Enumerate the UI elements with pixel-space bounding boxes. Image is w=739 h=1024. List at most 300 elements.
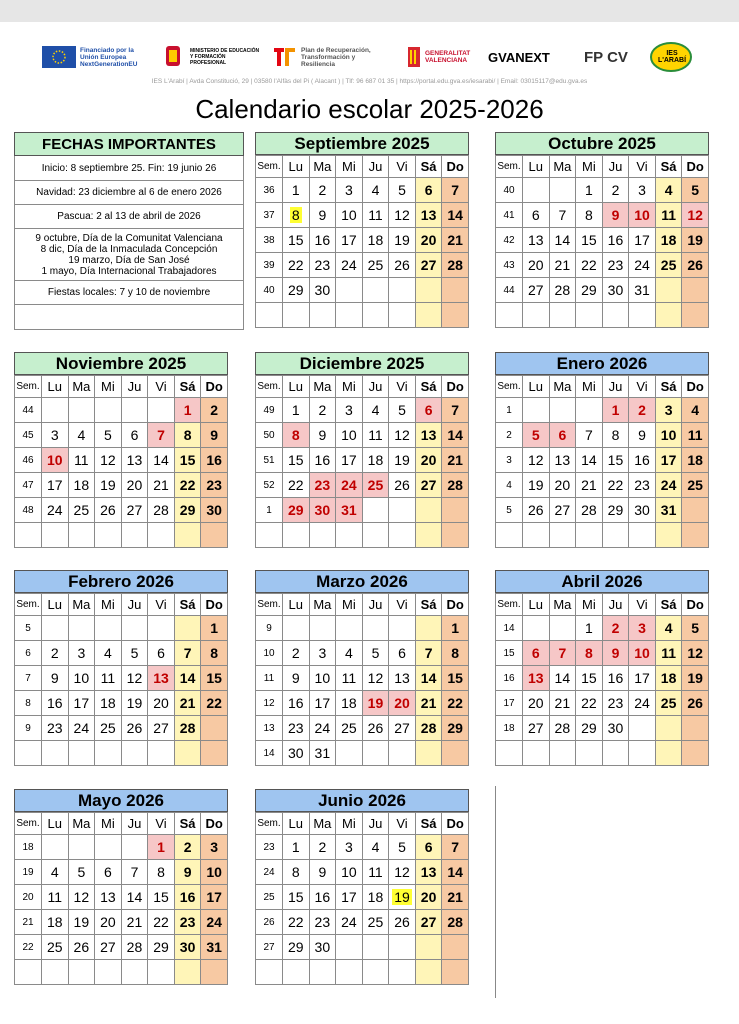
week-number: 48 [15,498,42,523]
weekday-header-row [496,376,709,398]
day-cell [174,741,201,766]
week-number [256,303,283,328]
week-row [256,228,469,253]
day-cell: 21 [442,448,469,473]
day-cell: 13 [121,448,148,473]
week-row [256,835,469,860]
day-cell: 12 [95,448,122,473]
day-cell: 19 [68,910,95,935]
week-row [15,398,228,423]
page-title: Calendario escolar 2025-2026 [195,94,544,124]
month-title: Marzo 2026 [255,570,469,593]
day-cell: 8 [283,860,310,885]
weekday-header: Lu [42,594,69,616]
day-cell: 23 [309,910,336,935]
day-cell [42,835,69,860]
month-calendar [14,789,228,985]
day-cell [121,741,148,766]
week-number: 27 [256,935,283,960]
day-cell: 16 [174,885,201,910]
weekday-header-row [15,594,228,616]
day-cell: 24 [309,716,336,741]
day-cell: 9 [309,423,336,448]
week-number: 44 [496,278,523,303]
day-cell: 9 [283,666,310,691]
logo-strip [40,40,700,74]
day-cell: 30 [602,278,629,303]
weekday-header: Vi [148,376,175,398]
week-number: 1 [496,398,523,423]
weekday-header: Vi [389,156,416,178]
weekday-header: Ma [309,813,336,835]
day-cell [121,398,148,423]
day-cell: 4 [362,178,389,203]
day-cell [148,960,175,985]
week-number: 10 [256,641,283,666]
week-number: 36 [256,178,283,203]
day-cell [174,616,201,641]
day-cell: 22 [283,253,310,278]
day-cell: 19 [389,228,416,253]
day-cell [576,741,603,766]
weekday-header: Vi [629,594,656,616]
weekday-header: Mi [336,376,363,398]
day-cell: 25 [95,716,122,741]
day-cell: 10 [309,666,336,691]
day-cell [121,616,148,641]
day-cell [655,523,682,548]
day-cell: 2 [602,616,629,641]
day-cell [629,716,656,741]
day-cell: 6 [415,398,442,423]
weekday-header: Vi [148,813,175,835]
week-number: 46 [15,448,42,473]
week-number: 40 [496,178,523,203]
day-cell: 10 [336,860,363,885]
week-row [496,473,709,498]
day-cell: 20 [415,448,442,473]
day-cell [415,960,442,985]
week-number: 45 [15,423,42,448]
day-cell: 5 [68,860,95,885]
day-cell: 6 [121,423,148,448]
day-cell: 14 [174,666,201,691]
weekday-header: Ju [602,376,629,398]
day-cell: 13 [148,666,175,691]
month-calendar [495,352,709,548]
week-row [256,498,469,523]
day-cell: 31 [201,935,228,960]
day-cell: 11 [362,860,389,885]
day-cell [336,741,363,766]
coat-of-arms-icon [160,42,186,72]
day-cell: 3 [655,398,682,423]
day-cell [336,303,363,328]
week-row [15,885,228,910]
day-cell: 30 [309,498,336,523]
week-row [15,473,228,498]
school-info: IES L'Arabí | Avda Constitució, 29 | 03580 l'Alfàs del Pi ( Alacant ) | Tlf: 96 687 01 35 | https://portal.edu.gva.es/iesarabi/ | Email: 03015117@edu.gva.es [151,78,588,85]
day-cell [389,303,416,328]
day-cell [148,523,175,548]
day-cell [68,835,95,860]
week-row [256,178,469,203]
day-cell: 23 [42,716,69,741]
highlighted-day: 8 [291,207,300,223]
day-cell: 14 [415,666,442,691]
day-cell: 5 [389,835,416,860]
plan-recuperacion-logo: Plan de Recuperación, Transformación y Resiliencia [272,40,389,74]
day-cell: 5 [121,641,148,666]
day-cell: 3 [336,178,363,203]
day-cell: 4 [42,860,69,885]
day-cell: 17 [655,448,682,473]
week-row [256,691,469,716]
weekday-header: Sem. [15,594,42,616]
day-cell [602,523,629,548]
day-cell: 17 [336,448,363,473]
weekday-header: Sem. [256,813,283,835]
pascua-text: Pascua: 2 al 13 de abril de 2026 [57,211,201,222]
day-cell: 8 [174,423,201,448]
day-cell [362,616,389,641]
day-cell: 4 [336,641,363,666]
day-cell [283,960,310,985]
week-row [256,885,469,910]
day-cell [174,960,201,985]
day-cell: 28 [121,935,148,960]
day-cell: 24 [201,910,228,935]
day-cell [68,398,95,423]
weekday-header-row [256,376,469,398]
weekday-header: Ma [68,594,95,616]
gvanext-logo: GVANEXT [488,49,550,65]
day-cell [655,278,682,303]
day-cell [629,303,656,328]
day-cell: 25 [42,935,69,960]
week-row [496,691,709,716]
weekday-header: Sem. [15,813,42,835]
day-cell [549,398,576,423]
weekday-header: Vi [629,376,656,398]
day-cell: 12 [68,885,95,910]
week-row [15,691,228,716]
week-number: 50 [256,423,283,448]
day-cell: 18 [655,666,682,691]
week-row [256,935,469,960]
weekday-header: Sem. [496,594,523,616]
week-row [15,666,228,691]
day-cell: 17 [336,228,363,253]
month-calendar [495,132,709,328]
day-cell: 28 [415,716,442,741]
day-cell: 2 [174,835,201,860]
week-number: 21 [15,910,42,935]
weekday-header: Mi [95,813,122,835]
day-cell: 6 [148,641,175,666]
week-number: 11 [256,666,283,691]
day-cell [95,616,122,641]
weekday-header: Vi [389,376,416,398]
weekday-header: Lu [42,376,69,398]
day-cell [68,523,95,548]
week-number: 13 [256,716,283,741]
day-cell: 2 [309,835,336,860]
weekday-header: Ju [121,594,148,616]
day-cell: 13 [523,228,550,253]
weekday-header: Ju [121,813,148,835]
week-number: 3 [496,448,523,473]
day-cell: 7 [148,423,175,448]
day-cell [95,960,122,985]
day-cell [576,398,603,423]
day-cell [283,303,310,328]
weekday-header: Mi [576,594,603,616]
day-cell [655,741,682,766]
day-cell: 12 [121,666,148,691]
day-cell [549,178,576,203]
day-cell: 14 [442,423,469,448]
day-cell: 24 [629,691,656,716]
week-row [256,910,469,935]
day-cell: 8 [576,203,603,228]
day-cell: 7 [576,423,603,448]
week-number: 26 [256,910,283,935]
day-cell [415,523,442,548]
day-cell [42,523,69,548]
weekday-header: Vi [148,594,175,616]
day-cell: 11 [362,423,389,448]
week-number: 20 [15,885,42,910]
day-cell: 10 [629,203,656,228]
month-table [495,375,709,548]
week-row [496,666,709,691]
day-cell [309,616,336,641]
pascua-row [14,205,244,229]
day-cell: 15 [283,228,310,253]
day-cell [549,523,576,548]
day-cell: 27 [95,935,122,960]
day-cell: 17 [68,691,95,716]
weekday-header: Ju [602,594,629,616]
day-cell [42,960,69,985]
month-calendar [255,570,469,766]
weekday-header: Do [682,594,709,616]
day-cell [629,741,656,766]
fiestas-locales-text: Fiestas locales: 7 y 10 de noviembre [47,287,211,298]
day-cell: 15 [442,666,469,691]
day-cell: 23 [629,473,656,498]
day-cell: 17 [336,885,363,910]
day-cell: 7 [121,860,148,885]
festivo-item: 1 mayo, Día Internacional Trabajadores [41,265,217,277]
weekday-header: Mi [95,376,122,398]
week-row [496,423,709,448]
day-cell: 29 [283,498,310,523]
day-cell [95,741,122,766]
ies-larabi-logo: IES L'ARABÍ [650,40,692,74]
weekday-header: Mi [336,594,363,616]
day-cell: 11 [682,423,709,448]
day-cell [415,278,442,303]
day-cell: 16 [309,228,336,253]
weekday-header: Ma [549,156,576,178]
day-cell [442,960,469,985]
month-table [14,593,228,766]
month-calendar [14,352,228,548]
weekday-header: Do [201,594,228,616]
day-cell: 12 [682,203,709,228]
weekday-header: Vi [389,594,416,616]
day-cell [121,523,148,548]
day-cell: 16 [309,448,336,473]
day-cell: 3 [68,641,95,666]
day-cell: 21 [549,253,576,278]
day-cell: 27 [148,716,175,741]
day-cell: 1 [283,178,310,203]
day-cell: 17 [201,885,228,910]
week-row [496,203,709,228]
festivo-item: 8 dic, Día de la Inmaculada Concepción [40,243,218,255]
day-cell [362,303,389,328]
day-cell: 11 [42,885,69,910]
day-cell [42,741,69,766]
day-cell [682,741,709,766]
day-cell: 20 [148,691,175,716]
weekday-header: Ju [362,813,389,835]
day-cell: 22 [442,691,469,716]
day-cell [362,523,389,548]
weekday-header: Sá [415,156,442,178]
day-cell: 7 [549,641,576,666]
day-cell: 2 [283,641,310,666]
weekday-header: Sá [174,594,201,616]
weekday-header: Lu [523,156,550,178]
day-cell [174,523,201,548]
day-cell: 18 [682,448,709,473]
day-cell: 3 [42,423,69,448]
day-cell: 9 [602,203,629,228]
eu-flag-icon [42,46,76,68]
weekday-header: Ma [68,376,95,398]
day-cell: 23 [174,910,201,935]
day-cell [389,960,416,985]
weekday-header: Lu [283,156,310,178]
highlighted-day: 19 [394,889,410,905]
day-cell: 18 [68,473,95,498]
day-cell: 8 [442,641,469,666]
day-cell: 22 [602,473,629,498]
day-cell: 2 [42,641,69,666]
day-cell [362,935,389,960]
day-cell: 12 [523,448,550,473]
day-cell [389,885,416,910]
day-cell: 26 [121,716,148,741]
day-cell: 24 [629,253,656,278]
day-cell: 22 [148,910,175,935]
day-cell: 30 [602,716,629,741]
day-cell: 28 [549,278,576,303]
day-cell: 3 [336,835,363,860]
day-cell [121,960,148,985]
month-title: Abril 2026 [495,570,709,593]
day-cell: 31 [309,741,336,766]
day-cell [576,303,603,328]
day-cell [549,616,576,641]
day-cell [549,303,576,328]
day-cell: 24 [336,253,363,278]
day-cell: 5 [389,178,416,203]
day-cell [283,616,310,641]
day-cell: 6 [549,423,576,448]
day-cell: 30 [309,278,336,303]
day-cell: 24 [68,716,95,741]
day-cell: 26 [95,498,122,523]
day-cell: 1 [148,835,175,860]
day-cell [389,935,416,960]
day-cell: 26 [389,473,416,498]
day-cell: 1 [576,178,603,203]
day-cell [336,935,363,960]
week-row [256,616,469,641]
day-cell [415,303,442,328]
weekday-header-row [15,813,228,835]
day-cell: 18 [362,885,389,910]
day-cell: 17 [42,473,69,498]
day-cell: 4 [95,641,122,666]
day-cell: 4 [682,398,709,423]
week-row [15,860,228,885]
week-row [15,641,228,666]
day-cell [523,616,550,641]
day-cell: 18 [95,691,122,716]
week-row [496,398,709,423]
day-cell: 27 [549,498,576,523]
day-cell: 20 [415,228,442,253]
day-cell: 18 [362,228,389,253]
day-cell [682,278,709,303]
week-number: 23 [256,835,283,860]
day-cell: 15 [283,885,310,910]
day-cell [655,716,682,741]
week-number: 47 [15,473,42,498]
weekday-header: Do [442,813,469,835]
day-cell: 14 [549,666,576,691]
day-cell [415,741,442,766]
day-cell [336,616,363,641]
empty-row [14,305,244,330]
weekday-header: Sá [174,376,201,398]
weekday-header-row [256,156,469,178]
day-cell [148,398,175,423]
day-cell: 21 [576,473,603,498]
week-number: 42 [496,228,523,253]
day-cell: 6 [523,203,550,228]
day-cell: 13 [415,860,442,885]
day-cell: 2 [602,178,629,203]
day-cell: 4 [362,835,389,860]
day-cell [42,616,69,641]
day-cell [442,278,469,303]
day-cell [283,523,310,548]
day-cell: 28 [442,910,469,935]
weekday-header: Lu [523,594,550,616]
day-cell: 5 [682,616,709,641]
month-title: Noviembre 2025 [14,352,228,375]
day-cell: 20 [389,691,416,716]
day-cell: 25 [336,716,363,741]
day-cell: 23 [602,253,629,278]
